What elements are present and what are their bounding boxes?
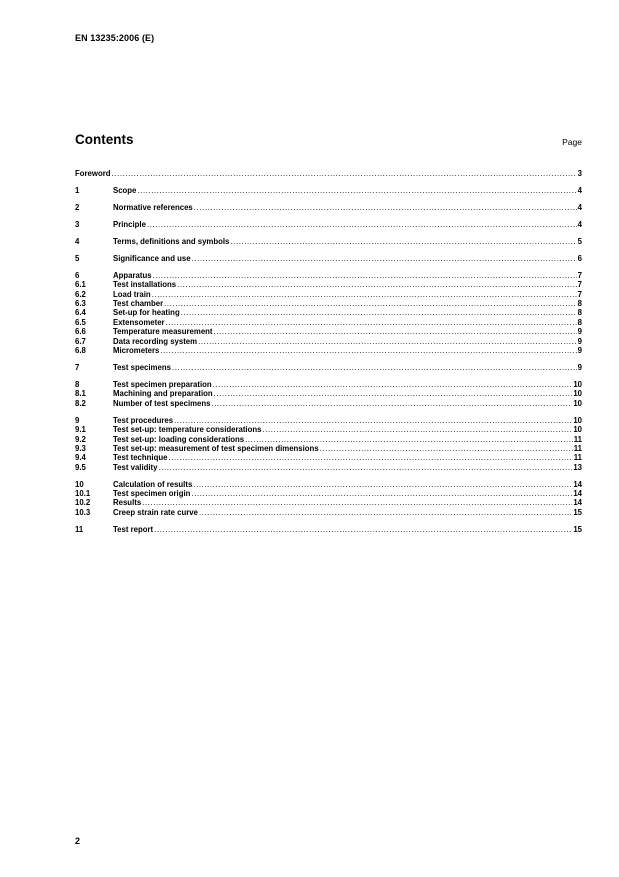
toc-entry-number: 8.2 (75, 398, 86, 408)
toc-dot-leader (174, 416, 572, 425)
toc-entry-title: Foreword (75, 169, 111, 178)
toc-entry-title: Set-up for heating (113, 308, 180, 318)
toc-entry-number: 6.5 (75, 317, 86, 327)
toc-entry[interactable] (75, 453, 582, 462)
toc-entry-title: Normative references (113, 202, 193, 212)
toc-dot-leader (147, 220, 577, 229)
toc-entry-page: 11 (573, 434, 582, 444)
toc-dot-leader (142, 498, 572, 507)
toc-entry-number: 9.2 (75, 434, 86, 444)
toc-entry-number: 3 (75, 219, 80, 229)
toc-entry[interactable] (75, 480, 582, 489)
contents-title: Contents (75, 132, 134, 147)
toc-entry-number: 7 (75, 363, 80, 373)
toc-entry-number: 11 (75, 524, 84, 534)
toc-entry-number: 8 (75, 380, 80, 389)
document-id: EN 13235:2006 (E) (75, 33, 155, 43)
toc-dot-leader (230, 237, 576, 246)
toc-entry-title: Temperature measurement (113, 327, 213, 337)
toc-entry-page: 6 (577, 253, 582, 263)
toc-entry-number: 5 (75, 253, 80, 263)
toc-dot-leader (214, 389, 573, 398)
toc-entry[interactable] (75, 203, 582, 212)
toc-entry[interactable] (75, 525, 582, 534)
toc-entry-number: 6 (75, 270, 80, 280)
toc-entry[interactable] (75, 186, 582, 195)
table-of-contents (75, 169, 582, 534)
toc-entry-title: Test chamber (113, 299, 164, 309)
toc-entry[interactable] (75, 280, 582, 289)
toc-entry-page: 10 (573, 425, 582, 435)
toc-entry-page: 9 (577, 363, 582, 373)
toc-dot-leader (137, 186, 576, 195)
toc-entry[interactable] (75, 318, 582, 327)
toc-entry[interactable] (75, 463, 582, 472)
toc-entry-number: 1 (75, 185, 80, 195)
toc-entry-number: 10.2 (75, 498, 91, 508)
toc-dot-leader (262, 425, 572, 434)
toc-dot-leader (192, 254, 577, 263)
toc-entry[interactable] (75, 389, 582, 398)
toc-entry-title: Micrometers (113, 346, 160, 356)
toc-entry-page: 8 (577, 317, 582, 327)
toc-entry-page: 13 (573, 462, 582, 472)
toc-dot-leader (177, 280, 577, 289)
toc-entry-page: 8 (577, 299, 582, 309)
toc-entry[interactable] (75, 444, 582, 453)
toc-entry[interactable] (75, 346, 582, 355)
contents-heading-row (75, 132, 582, 152)
toc-entry-title: Creep strain rate curve (113, 507, 198, 517)
toc-entry-number: 10 (75, 479, 84, 489)
toc-dot-leader (193, 480, 572, 489)
toc-dot-leader (213, 380, 573, 389)
toc-entry-page: 8 (577, 308, 582, 318)
toc-entry[interactable] (75, 435, 582, 444)
toc-entry-number: 4 (75, 236, 80, 246)
toc-entry-number: 6.8 (75, 346, 86, 356)
toc-entry-number: 10.1 (75, 489, 91, 499)
toc-entry-page: 9 (577, 327, 582, 337)
toc-entry-title: Test specimen preparation (113, 380, 212, 389)
toc-entry[interactable] (75, 308, 582, 317)
toc-entry[interactable] (75, 380, 582, 389)
toc-dot-leader (245, 435, 573, 444)
toc-entry-title: Results (113, 498, 142, 508)
toc-entry-title: Calculation of results (113, 479, 193, 489)
toc-dot-leader (199, 508, 572, 517)
toc-dot-leader (152, 290, 577, 299)
toc-dot-leader (191, 489, 572, 498)
toc-dot-leader (112, 169, 577, 178)
toc-entry[interactable] (75, 425, 582, 434)
toc-entry[interactable] (75, 337, 582, 346)
toc-entry-number: 9 (75, 415, 80, 425)
toc-dot-leader (159, 463, 573, 472)
toc-entry[interactable] (75, 254, 582, 263)
toc-entry-page: 11 (573, 443, 582, 453)
toc-entry-title: Test set-up: temperature considerations (113, 425, 262, 435)
toc-entry[interactable] (75, 363, 582, 372)
toc-entry-number: 6.6 (75, 327, 86, 337)
toc-entry[interactable] (75, 290, 582, 299)
toc-entry-page: 4 (577, 202, 582, 212)
toc-entry-page: 10 (573, 398, 582, 408)
toc-entry-page: 14 (573, 489, 582, 499)
toc-entry-page: 7 (577, 280, 582, 290)
toc-entry[interactable] (75, 508, 582, 517)
toc-entry-number: 9.3 (75, 443, 86, 453)
toc-dot-leader (194, 203, 577, 212)
toc-dot-leader (181, 308, 577, 317)
toc-entry-page: 9 (577, 346, 582, 356)
toc-entry[interactable] (75, 498, 582, 507)
toc-entry-page: 14 (573, 498, 582, 508)
toc-entry-title: Terms, definitions and symbols (113, 236, 230, 246)
toc-entry-number: 9.1 (75, 425, 86, 435)
toc-entry-number: 8.1 (75, 389, 86, 399)
toc-entry-number: 9.4 (75, 453, 86, 463)
toc-dot-leader (160, 346, 576, 355)
toc-entry[interactable] (75, 489, 582, 498)
toc-entry[interactable] (75, 299, 582, 308)
toc-entry-title: Machining and preparation (113, 389, 213, 399)
toc-entry-page: 10 (573, 380, 582, 389)
toc-dot-leader (166, 318, 577, 327)
toc-entry[interactable] (75, 220, 582, 229)
toc-entry-page: 11 (573, 453, 582, 463)
toc-entry-page: 14 (573, 479, 582, 489)
toc-entry-title: Load train (113, 289, 151, 299)
toc-entry-page: 9 (577, 336, 582, 346)
toc-entry-title: Test set-up: loading considerations (113, 434, 245, 444)
page-column-label: Page (562, 137, 582, 147)
toc-entry[interactable] (75, 237, 582, 246)
toc-entry-number: 9.5 (75, 462, 86, 472)
toc-entry-page: 4 (577, 219, 582, 229)
toc-dot-leader (214, 327, 577, 336)
toc-dot-leader (168, 453, 572, 462)
toc-entry-number: 6.1 (75, 280, 86, 290)
toc-entry-page: 4 (577, 185, 582, 195)
toc-entry-number: 10.3 (75, 507, 91, 517)
toc-entry-page: 10 (573, 415, 582, 425)
toc-entry-title: Principle (113, 219, 146, 229)
toc-entry-page: 5 (577, 236, 582, 246)
toc-entry-title: Scope (113, 185, 137, 195)
toc-entry-title: Test installations (113, 280, 177, 290)
toc-dot-leader (154, 525, 572, 534)
toc-dot-leader (320, 444, 573, 453)
toc-entry-title: Extensometer (113, 317, 165, 327)
toc-entry-title: Test set-up: measurement of test specimen dimensions (113, 443, 319, 453)
toc-entry-title: Test validity (113, 462, 158, 472)
toc-entry-number: 6.4 (75, 308, 86, 318)
toc-entry-page: 7 (577, 289, 582, 299)
toc-entry-page: 15 (573, 524, 582, 534)
page-number: 2 (75, 836, 81, 846)
toc-entry-number: 6.3 (75, 299, 86, 309)
toc-entry-number: 6.7 (75, 336, 86, 346)
toc-entry[interactable] (75, 169, 582, 178)
toc-entry-title: Number of test specimens (113, 398, 211, 408)
toc-entry-title: Significance and use (113, 253, 191, 263)
toc-dot-leader (172, 363, 577, 372)
toc-entry-page: 10 (573, 389, 582, 399)
toc-entry-page: 7 (577, 270, 582, 280)
toc-entry[interactable] (75, 327, 582, 336)
toc-entry[interactable] (75, 416, 582, 425)
toc-dot-leader (164, 299, 577, 308)
toc-entry-number: 6.2 (75, 289, 86, 299)
toc-entry-title: Test specimen origin (113, 489, 191, 499)
toc-entry[interactable] (75, 271, 582, 280)
toc-entry-title: Test specimens (113, 363, 171, 373)
toc-entry[interactable] (75, 399, 582, 408)
toc-entry-title: Apparatus (113, 270, 152, 280)
toc-dot-leader (212, 399, 573, 408)
toc-entry-title: Test report (113, 524, 154, 534)
toc-entry-title: Test technique (113, 453, 168, 463)
toc-entry-number: 2 (75, 202, 80, 212)
toc-dot-leader (198, 337, 577, 346)
toc-entry-page: 15 (573, 507, 582, 517)
toc-dot-leader (153, 271, 577, 280)
toc-entry-title: Test procedures (113, 415, 174, 425)
toc-entry-title: Data recording system (113, 336, 198, 346)
toc-entry-page: 3 (577, 169, 582, 178)
